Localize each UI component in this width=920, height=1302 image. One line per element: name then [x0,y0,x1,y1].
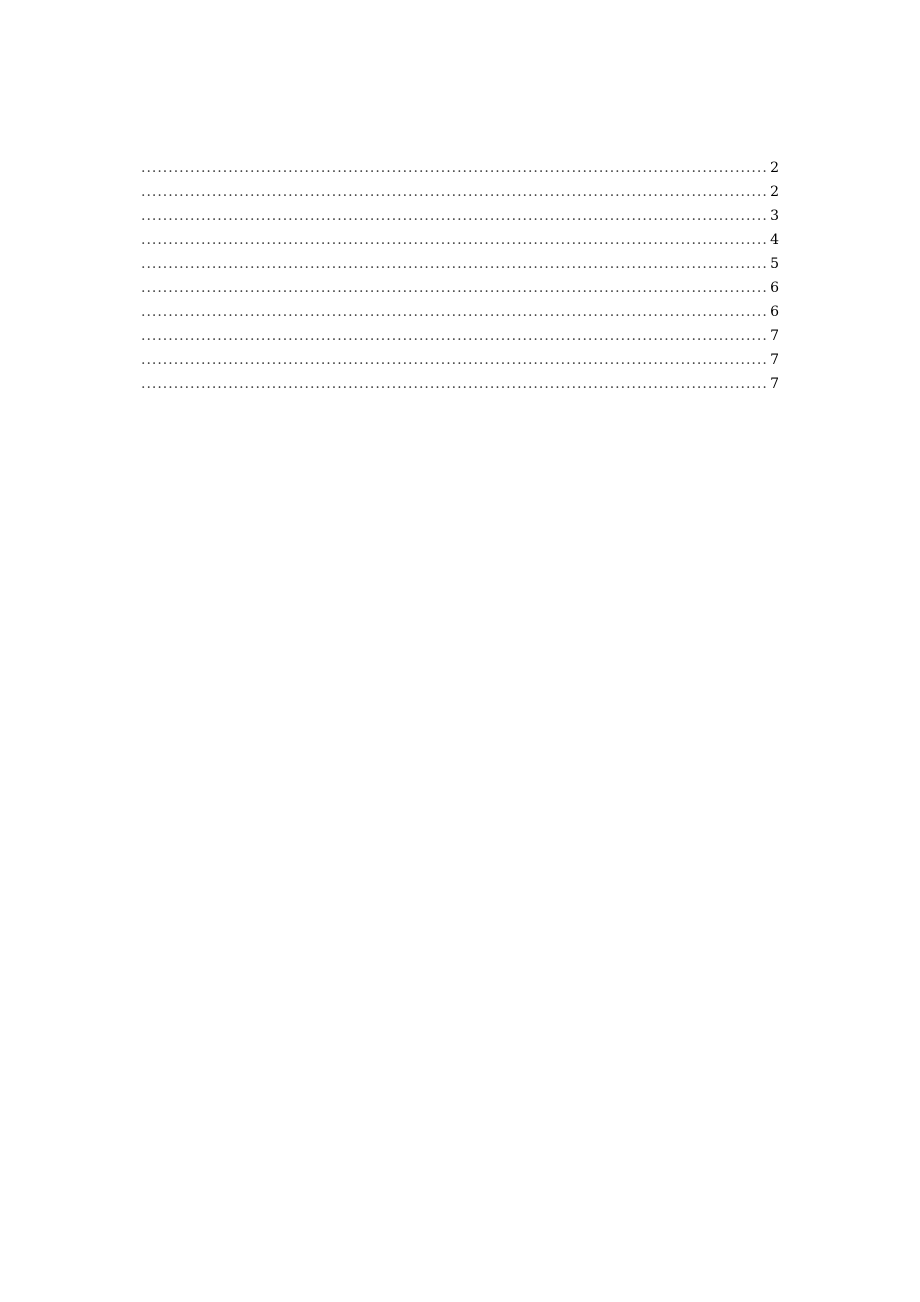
toc-entry-usage[interactable] [139,328,779,352]
table-of-contents [139,160,779,400]
toc-entry-page: 7 [770,328,779,344]
toc-leader-dots [141,256,768,272]
toc-entry-page: 6 [770,280,779,296]
toc-entry-installation[interactable] [139,376,779,400]
toc-entry-page: 4 [770,232,779,248]
toc-entry-layout[interactable] [139,232,779,256]
toc-entry-light-sensor[interactable] [139,280,779,304]
toc-entry-page: 3 [770,208,779,224]
toc-entry-overview [139,160,779,184]
toc-entry-page: 6 [770,304,779,320]
toc-entry-page: 5 [770,256,779,272]
toc-entry-page: 2 [770,184,779,200]
toc-leader-dots [141,280,768,296]
toc-leader-dots [141,208,768,224]
toc-entry-platform[interactable] [139,256,779,280]
toc-entry-architecture[interactable] [139,208,779,232]
toc-leader-dots [141,160,768,176]
toc-entry-page: 7 [770,352,779,368]
toc-entry-page: 7 [770,376,779,392]
toc-entry-specs[interactable] [139,352,779,376]
toc-leader-dots [141,328,768,344]
toc-entry-requirements[interactable] [139,184,779,208]
toc-entry-intro[interactable] [139,304,779,328]
toc-leader-dots [141,232,768,248]
toc-leader-dots [141,304,768,320]
toc-leader-dots [141,184,768,200]
toc-entry-page: 2 [770,160,779,176]
toc-leader-dots [141,352,768,368]
toc-leader-dots [141,376,768,392]
